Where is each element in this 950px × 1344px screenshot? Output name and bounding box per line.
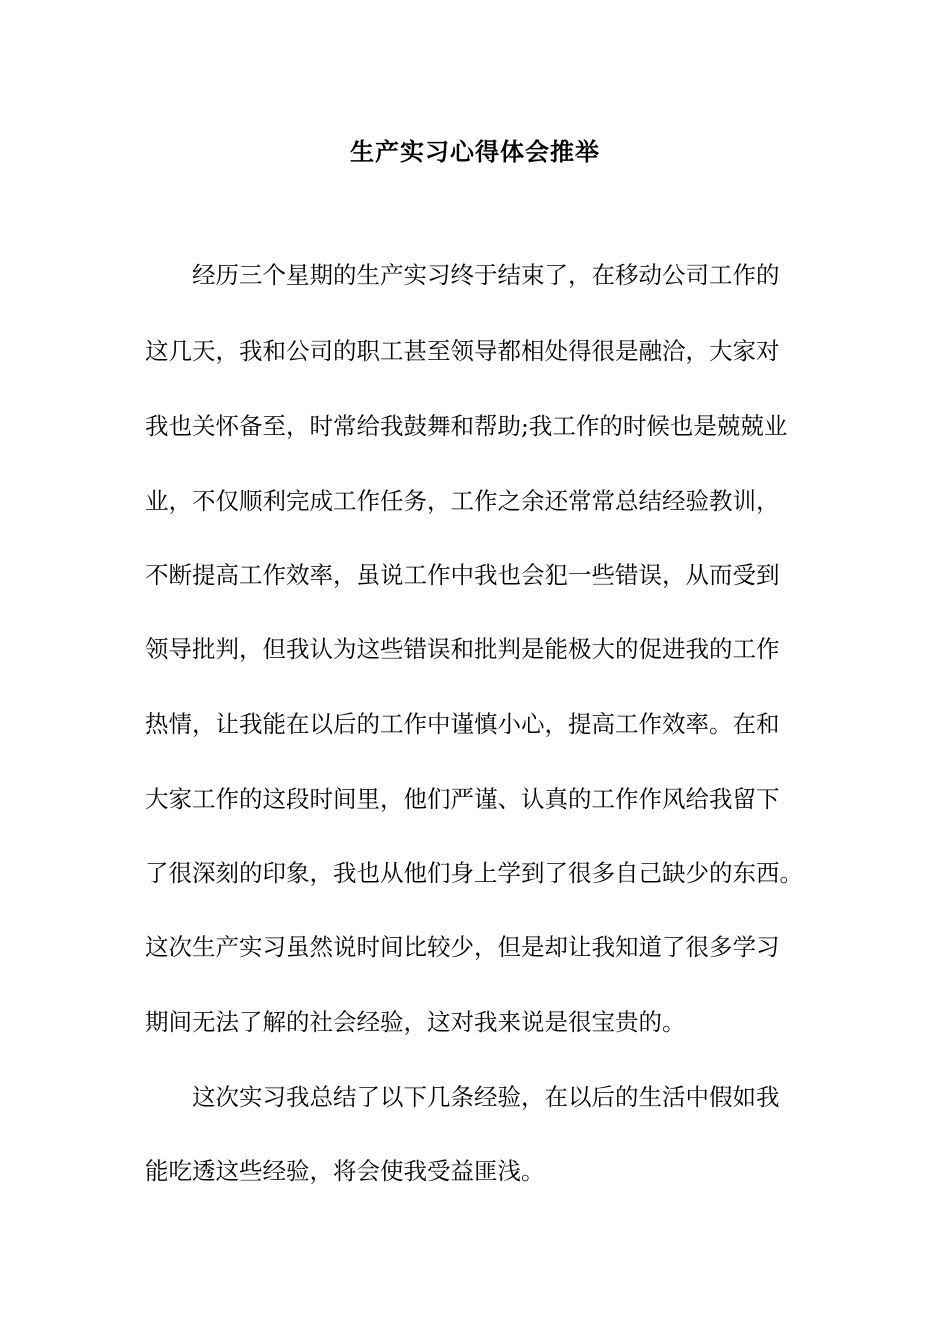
paragraph-line: 了很深刻的印象，我也从他们身上学到了很多自己缺少的东西。 — [145, 859, 803, 887]
paragraph-line: 这几天，我和公司的职工甚至领导都相处得很是融洽，大家对 — [145, 337, 780, 365]
paragraph-line: 这次实习我总结了以下几条经验，在以后的生活中假如我 — [192, 1083, 780, 1111]
paragraph-line: 领导批判，但我认为这些错误和批判是能极大的促进我的工作 — [145, 635, 780, 663]
paragraph-line: 这次生产实习虽然说时间比较少，但是却让我知道了很多学习 — [145, 933, 780, 961]
paragraph-line: 经历三个星期的生产实习终于结束了，在移动公司工作的 — [192, 261, 780, 289]
paragraph-line: 大家工作的这段时间里，他们严谨、认真的工作作风给我留下 — [145, 785, 780, 813]
paragraph-line: 期间无法了解的社会经验，这对我来说是很宝贵的。 — [145, 1008, 686, 1036]
paragraph-line: 不断提高工作效率，虽说工作中我也会犯一些错误，从而受到 — [145, 561, 780, 589]
paragraph-line: 业，不仅顺利完成工作任务，工作之余还常常总结经验教训， — [145, 487, 780, 515]
document-title: 生产实习心得体会推举 — [350, 138, 600, 166]
paragraph-line: 能吃透这些经验，将会使我受益匪浅。 — [145, 1157, 545, 1185]
paragraph-line: 我也关怀备至，时常给我鼓舞和帮助;我工作的时候也是兢兢业 — [145, 412, 788, 440]
paragraph-line: 热情，让我能在以后的工作中谨慎小心，提高工作效率。在和 — [145, 710, 780, 738]
